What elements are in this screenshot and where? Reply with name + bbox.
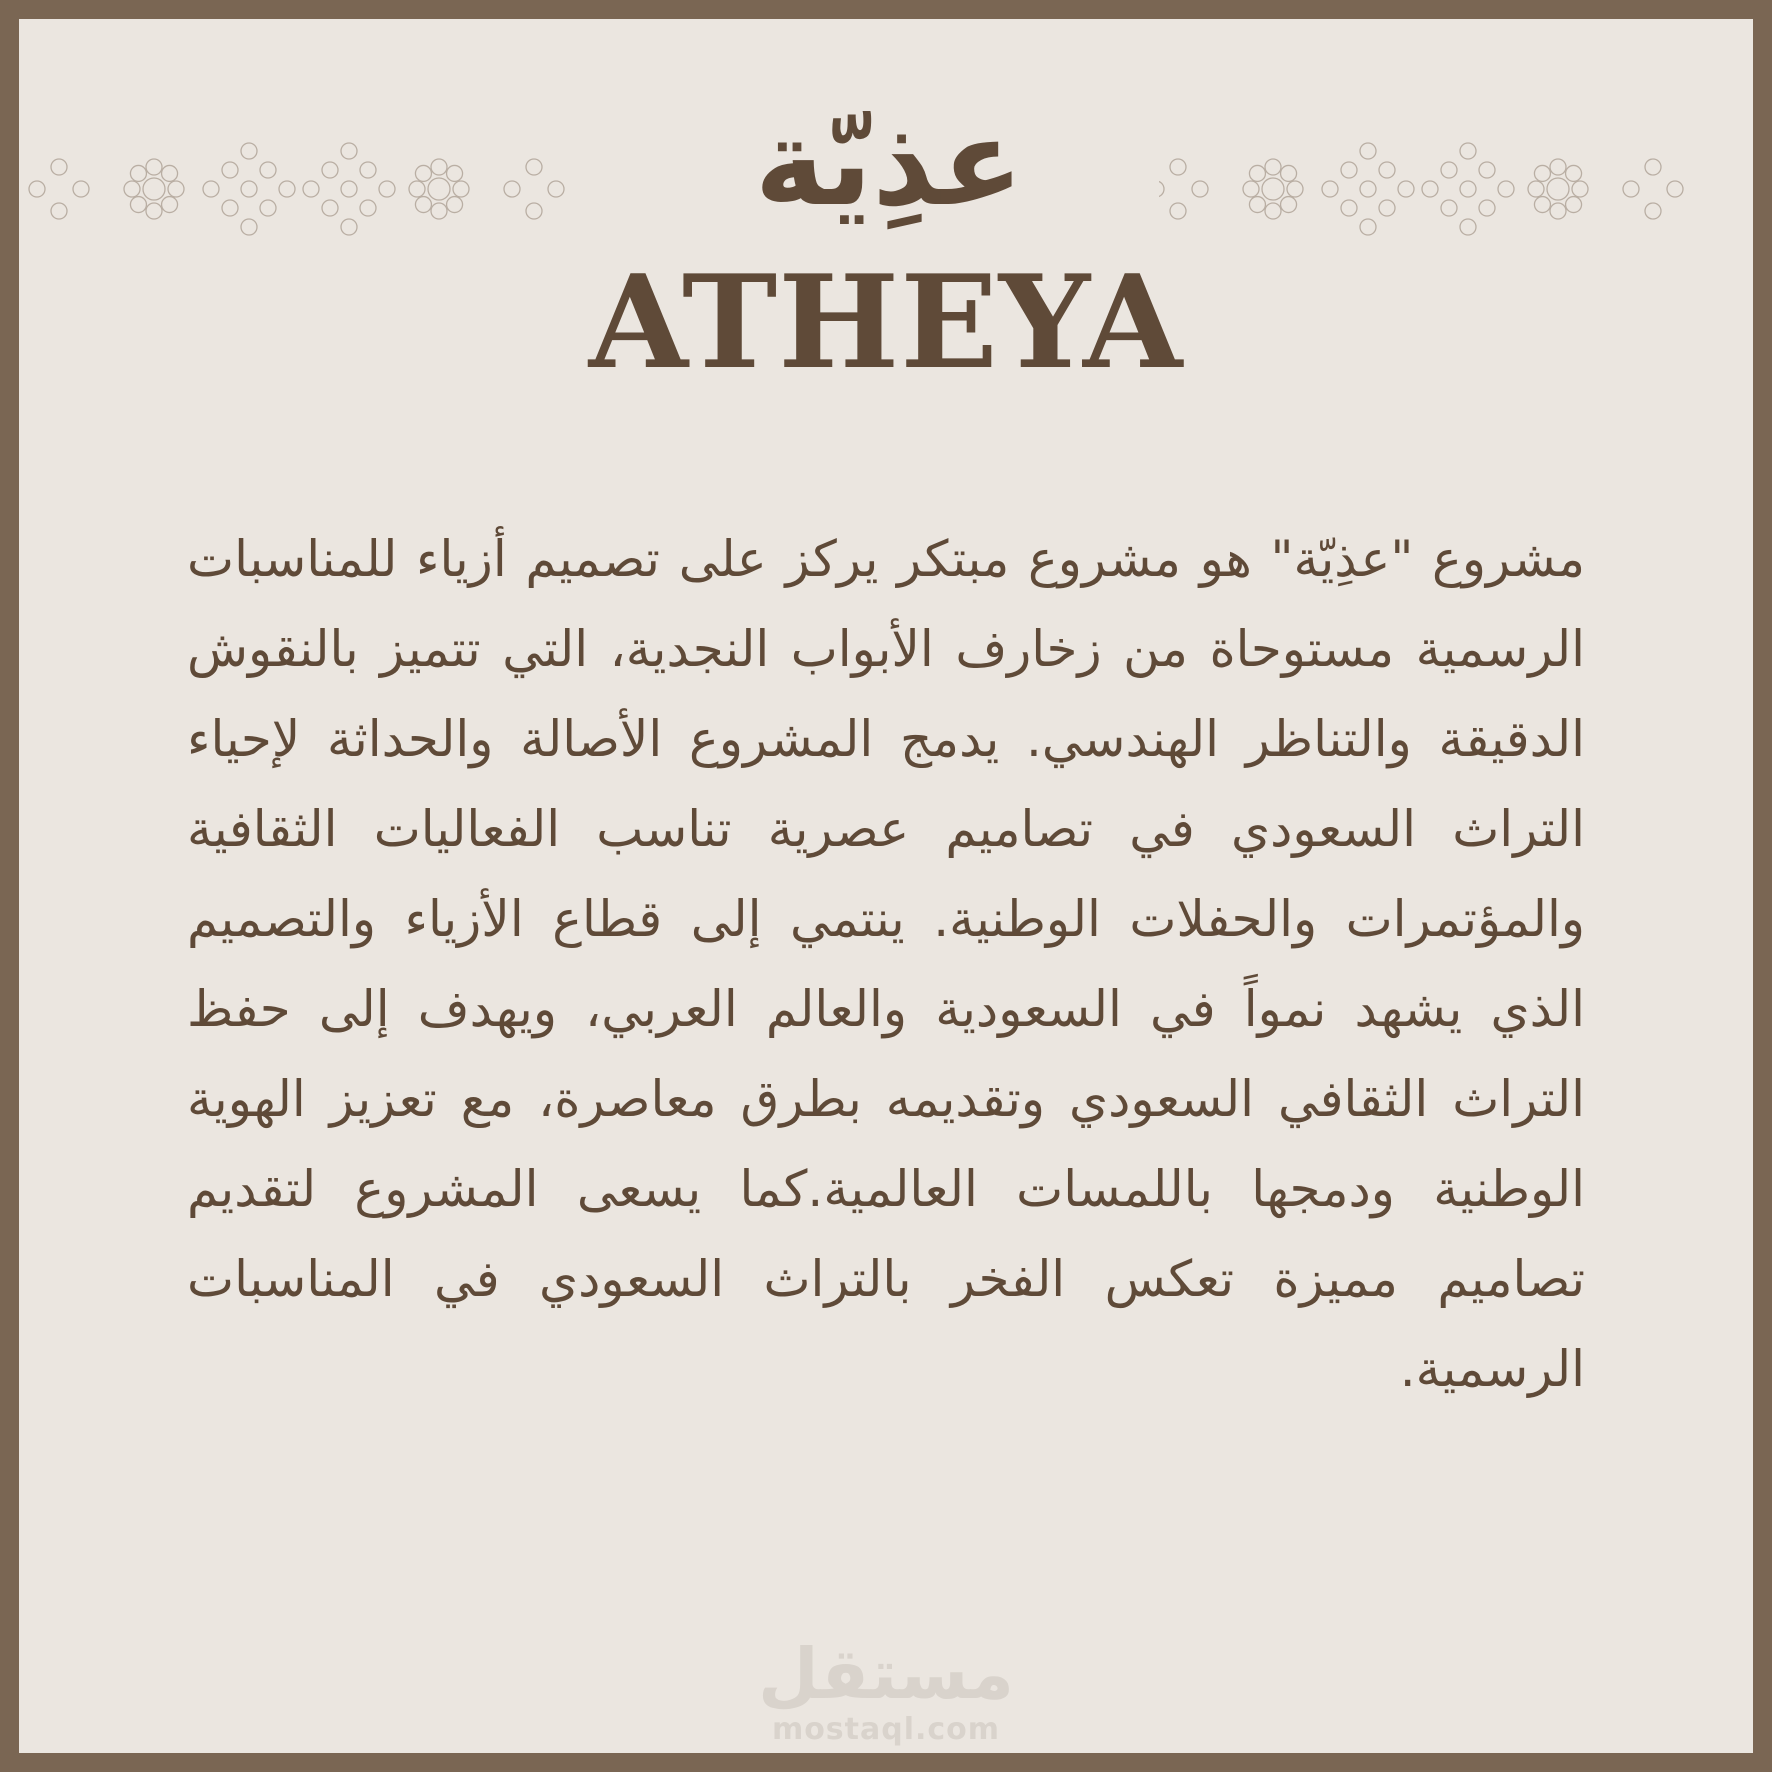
ornament-dot bbox=[279, 181, 295, 197]
ornament-dot bbox=[1322, 181, 1338, 197]
ornament-dot bbox=[1460, 181, 1476, 197]
ornament-dot bbox=[1645, 203, 1661, 219]
ornament-dot bbox=[1550, 159, 1566, 175]
logo-arabic-text: عذِيّة bbox=[754, 94, 1024, 233]
logo-arabic-wordmark bbox=[619, 89, 1159, 239]
ornament-dot bbox=[146, 159, 162, 175]
ornament-dot bbox=[130, 165, 146, 181]
ornament-dot bbox=[1341, 200, 1357, 216]
ornament-dot bbox=[428, 178, 450, 200]
ornament-dot bbox=[1422, 181, 1438, 197]
ornament-dot bbox=[1441, 162, 1457, 178]
ornament-dot bbox=[162, 165, 178, 181]
ornament-dot bbox=[526, 159, 542, 175]
ornament-dot bbox=[1460, 143, 1476, 159]
ornament-dot bbox=[51, 203, 67, 219]
ornament-dot bbox=[1379, 162, 1395, 178]
ornament-dot bbox=[1479, 200, 1495, 216]
ornament-dot bbox=[409, 181, 425, 197]
ornament-dot bbox=[1498, 181, 1514, 197]
ornament-dot bbox=[415, 165, 431, 181]
ornament-dot bbox=[1550, 203, 1566, 219]
ornament-dot bbox=[1572, 181, 1588, 197]
ornament-dot bbox=[526, 203, 542, 219]
ornament-dot bbox=[203, 181, 219, 197]
ornament-dot bbox=[1170, 203, 1186, 219]
ornament-dot bbox=[303, 181, 319, 197]
card-frame bbox=[19, 19, 1753, 1753]
ornament-dot bbox=[241, 219, 257, 235]
ornament-dot bbox=[1243, 181, 1259, 197]
ornament-dot bbox=[1441, 200, 1457, 216]
ornament-dot bbox=[453, 181, 469, 197]
watermark-logo: مستقل bbox=[757, 1633, 1014, 1715]
ornament-dot bbox=[447, 165, 463, 181]
ornament-dot bbox=[241, 143, 257, 159]
ornament-dot bbox=[1360, 219, 1376, 235]
ornament-dot bbox=[241, 181, 257, 197]
ornament-dot bbox=[1534, 197, 1550, 213]
ornament-dot bbox=[168, 181, 184, 197]
ornament-dot bbox=[1341, 162, 1357, 178]
ornament-dot bbox=[322, 200, 338, 216]
ornament-dot bbox=[1360, 143, 1376, 159]
ornament-dot bbox=[447, 197, 463, 213]
ornament-dot bbox=[341, 219, 357, 235]
ornament-dot bbox=[143, 178, 165, 200]
ornament-dot bbox=[124, 181, 140, 197]
ornament-dot bbox=[360, 162, 376, 178]
ornament-dot bbox=[379, 181, 395, 197]
ornament-dot bbox=[29, 181, 45, 197]
logo-latin-wordmark: ATHEYA bbox=[588, 248, 1184, 398]
ornament-dot bbox=[504, 181, 520, 197]
ornament-dot bbox=[222, 162, 238, 178]
project-description: مشروع "عذِيّة" هو مشروع مبتكر يركز على تصميم أزياء للمناسبات الرسمية مستوحاة من زخارف الأبواب النجدية، التي تتميز بالنقوش الدقيقة والتناظر الهندسي. يدمج المشروع الأصالة والحداثة لإحياء التراث السعودي في تصاميم عصرية تناسب الفعاليات الثقافية والمؤتمرات والحفلات الوطنية. ينتمي إلى قطاع الأزياء والتصميم الذي يشهد نمواً في السعودية والعالم العربي، ويهدف إلى حفظ التراث الثقافي السعودي وتقديمه بطرق معاصرة، مع تعزيز الهوية الوطنية ودمجها باللمسات العالمية.كما يسعى المشروع لتقديم تصاميم مميزة تعكس الفخر بالتراث السعودي في المناسبات الرسمية. bbox=[187, 530, 1585, 1398]
ornament-dot bbox=[1249, 165, 1265, 181]
ornament-dot bbox=[1398, 181, 1414, 197]
ornament-dot bbox=[1379, 200, 1395, 216]
ornament-dot bbox=[1281, 197, 1297, 213]
watermark-url: mostaql.com bbox=[771, 1712, 1001, 1747]
ornament-dot bbox=[130, 197, 146, 213]
ornament-dot bbox=[1667, 181, 1683, 197]
ornament-dot bbox=[1534, 165, 1550, 181]
ornament-dot bbox=[1262, 178, 1284, 200]
ornament-dot bbox=[1360, 181, 1376, 197]
ornament-dot bbox=[360, 200, 376, 216]
ornament-dot bbox=[260, 200, 276, 216]
ornament-dot bbox=[1460, 219, 1476, 235]
ornament-dot bbox=[341, 143, 357, 159]
ornament-dot bbox=[1170, 159, 1186, 175]
ornament-dot bbox=[322, 162, 338, 178]
ornament-dot bbox=[1265, 159, 1281, 175]
ornament-dot bbox=[548, 181, 564, 197]
ornament-dot bbox=[1566, 165, 1582, 181]
ornament-dot bbox=[1287, 181, 1303, 197]
ornament-dot bbox=[341, 181, 357, 197]
ornament-dot bbox=[73, 181, 89, 197]
ornament-dot bbox=[431, 203, 447, 219]
ornament-dot bbox=[1547, 178, 1569, 200]
ornament-dot bbox=[1566, 197, 1582, 213]
ornament-dot bbox=[162, 197, 178, 213]
ornament-dot bbox=[260, 162, 276, 178]
ornament-dot bbox=[1528, 181, 1544, 197]
ornament-dot bbox=[51, 159, 67, 175]
ornament-dot bbox=[1192, 181, 1208, 197]
ornament-dot bbox=[222, 200, 238, 216]
ornament-dot bbox=[1623, 181, 1639, 197]
ornament-dot bbox=[1265, 203, 1281, 219]
ornament-dot bbox=[1479, 162, 1495, 178]
ornament-dot bbox=[1249, 197, 1265, 213]
ornament-dot bbox=[415, 197, 431, 213]
ornament-dot bbox=[431, 159, 447, 175]
ornament-dot bbox=[1281, 165, 1297, 181]
ornament-dot bbox=[146, 203, 162, 219]
ornament-dot bbox=[1645, 159, 1661, 175]
